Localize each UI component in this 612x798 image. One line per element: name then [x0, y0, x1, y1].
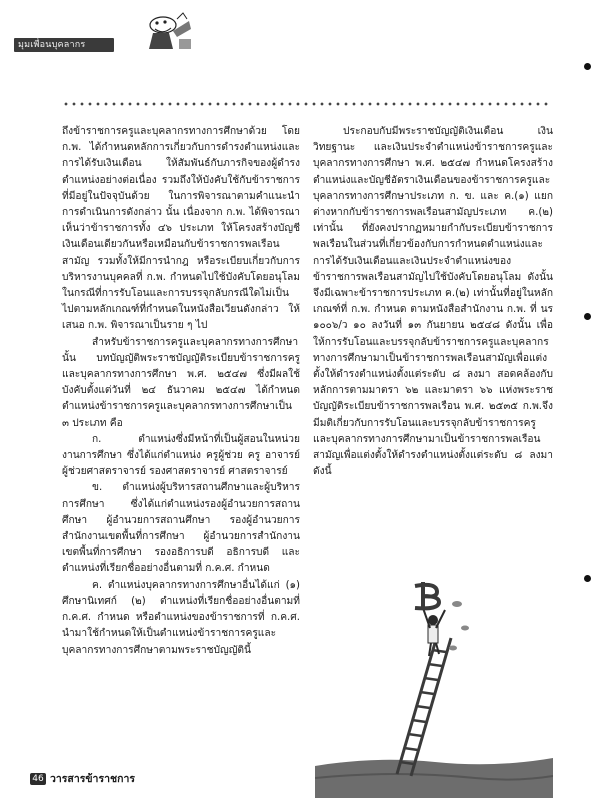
paragraph: สำหรับข้าราชการครูและบุคลากรทางการศึกษานั้น บทบัญญัติพระราชบัญญัติระเบียบข้าราชการครูและบุคลากรทางการศึกษา พ.ศ. ๒๕๔๗ ซึ่งมีผลใช้บังคับตั้งแต่วันที่ ๒๔ ธันวาคม ๒๕๔๗ ได้กำหนดตำแหน่งข้าราชการครูและบุคลากรทางการศึกษาเป็น ๓ ประเภท คือ	[62, 336, 300, 429]
ladder-illustration	[315, 578, 553, 798]
mascot-illustration	[143, 11, 197, 55]
page-number: 46	[32, 774, 44, 784]
article-right-column	[313, 124, 553, 480]
dotted-divider	[62, 102, 552, 106]
margin-dot	[584, 313, 591, 320]
paragraph: ค. ตำแหน่งบุคลากรทางการศึกษาอื่นได้แก่ (๑) ศึกษานิเทศก์ (๒) ตำแหน่งที่เรียกชื่ออย่างอื่นตามที่ ก.ค.ศ. กำหนด หรือตำแหน่งของข้าราชการที่ ก.ค.ศ. นำมาใช้กำหนดให้เป็นตำแหน่งข้าราชการครูและบุคลากรทางการศึกษาตามพระราชบัญญัตินี้	[62, 579, 300, 656]
paragraph: ข. ตำแหน่งผู้บริหารสถานศึกษาและผู้บริหารการศึกษา ซึ่งได้แก่ตำแหน่งรองผู้อำนวยการสถานศึกษา ผู้อำนวยการสถานศึกษา รองผู้อำนวยการ สำนักงานเขตพื้นที่การศึกษา ผู้อำนวยการสำนักงานเขตพื้นที่การศึกษา รองอธิการบดี อธิการบดี และตำแหน่งที่เรียกชื่ออย่างอื่นตามที่ ก.ค.ศ. กำหนด	[62, 482, 300, 575]
margin-dot	[584, 63, 591, 70]
paragraph: ประกอบกับมีพระราชบัญญัติเงินเดือน เงินวิทยฐานะ และเงินประจำตำแหน่งข้าราชการครูและบุคลากรทางการศึกษา พ.ศ. ๒๕๔๗ กำหนดโครงสร้างตำแหน่งและบัญชีอัตราเงินเดือนของข้าราชการครูและบุคลากรทางการศึกษาประเภท ก. ข. และ ค.(๑) แยกต่างหากกับข้าราชการพลเรือนสามัญประเภท ค.(๒) เท่านั้น ที่ยังคงปรากฏหมายกำกับระเบียบข้าราชการพลเรือนในส่วนที่เกี่ยวข้องกับการกำหนดตำแหน่งและการได้รับเงินเดือนและเงินประจำตำแหน่งของข้าราชการพลเรือนสามัญไปใช้บังคับโดยอนุโลม ดังนั้น จึงมีเฉพาะข้าราชการประเภท ค.(๒) เท่านั้นที่อยู่ในหลักเกณฑ์ที่ ก.พ. กำหนด ตามหนังสือสำนักงาน ก.พ. ที่ นร ๑๐๐๖/ว ๑๐ ลงวันที่ ๑๓ กันยายน ๒๕๔๘ ดังนั้น เพื่อให้การรับโอนและบรรจุกลับข้าราชการครูและบุคลากรทางการศึกษามาเป็นข้าราชการพลเรือนสามัญเพื่อแต่งตั้งให้ดำรงตำแหน่งตั้งแต่ระดับ ๘ ลงมา สอดคล้องกับหลักการตามมาตรา ๖๒ และมาตรา ๖๖ แห่งพระราชบัญญัติระเบียบข้าราชการพลเรือน พ.ศ. ๒๕๓๕ ก.พ.จึงมีมติเกี่ยวกับการรับโอนและบรรจุกลับข้าราชการครูและบุคลากรทางการศึกษามาเป็นข้าราชการพลเรือนสามัญเพื่อแต่งตั้งให้ดำรงตำแหน่งตั้งแต่ระดับ ๘ ลงมา ดังนี้	[313, 126, 553, 478]
paragraph: ถึงข้าราชการครูและบุคลากรทางการศึกษาด้วย โดย ก.พ. ได้กำหนดหลักการเกี่ยวกับการดำรงตำแหน่งและการได้รับเงินเดือน ให้สัมพันธ์กับภารกิจของผู้ดำรงตำแหน่งอย่างต่อเนื่อง รวมถึงให้บังคับใช้กับข้าราชการที่มีอยู่ในปัจจุบันด้วย ในการพิจารณาตามคำแนะนำการดำเนินการดังกล่าว นั้น เนื่องจาก ก.พ. ได้พิจารณาเห็นว่าข้าราชการทั้ง ๔๖ ประเภท ให้โครงสร้างบัญชีเงินเดือนเดียวกันหรือเหมือนกับข้าราชการพลเรือนสามัญ รวมทั้งให้มีการนำกฎ หรือระเบียบเกี่ยวกับการบริหารงานบุคคลที่ ก.พ. กำหนดไปใช้บังคับโดยอนุโลม ในกรณีที่การรับโอนและการบรรจุกลับกรณีใดไม่เป็นไปตามหลักเกณฑ์ที่กำหนดในหนังสือเวียนดังกล่าว ให้เสนอ ก.พ. พิจารณาเป็นราย ๆ ไป	[62, 126, 300, 332]
margin-dot	[584, 575, 591, 582]
paragraph: ก. ตำแหน่งซึ่งมีหน้าที่เป็นผู้สอนในหน่วยงานการศึกษา ซึ่งได้แก่ตำแหน่ง ครูผู้ช่วย ครู อาจารย์ ผู้ช่วยศาสตราจารย์ รองศาสตราจารย์ ศาสตราจารย์	[62, 433, 300, 478]
article-left-column	[62, 124, 300, 659]
section-title: มุมเพื่อนบุคลากร	[18, 40, 86, 50]
publication-title: วารสารข้าราชการ	[50, 773, 136, 785]
